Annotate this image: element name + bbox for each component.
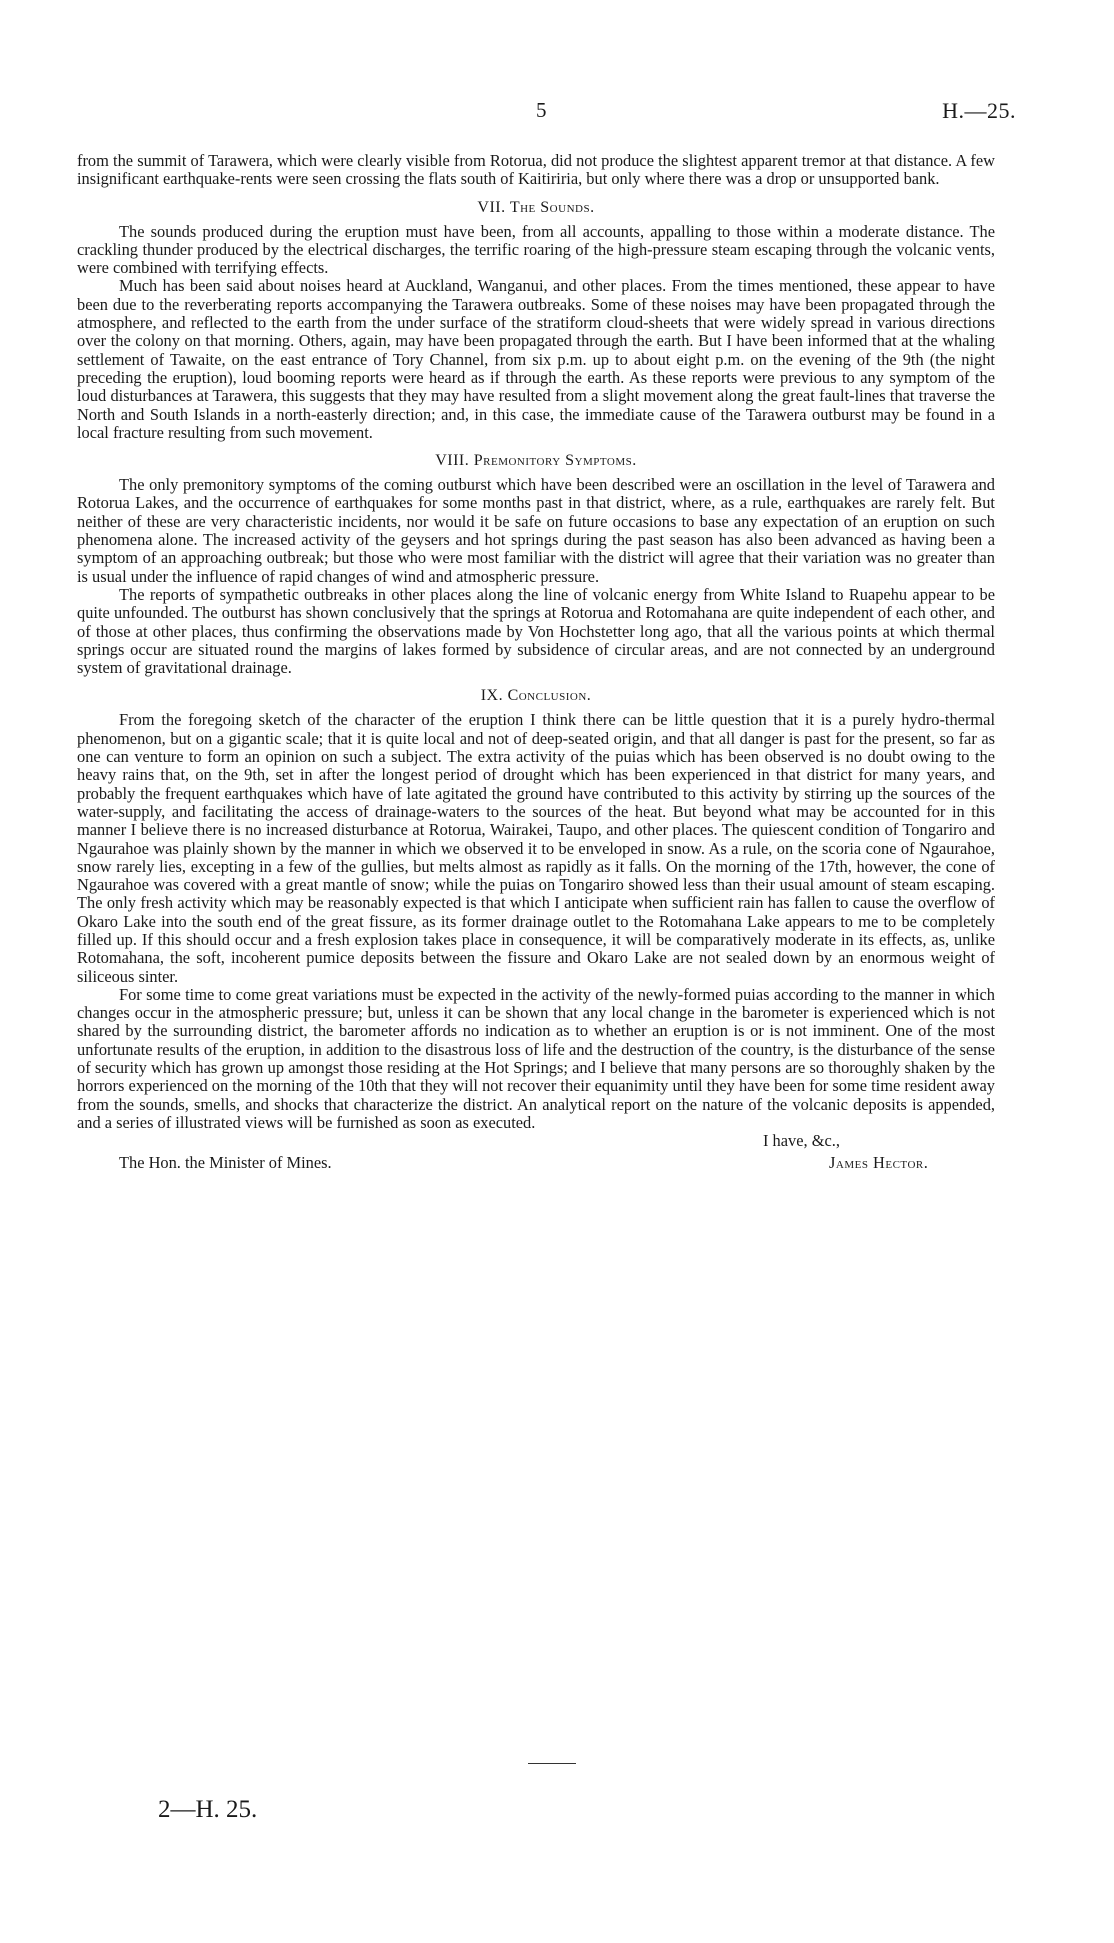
paragraph: From the foregoing sketch of the character of the eruption I think there can be little question that it is a purely hydro-thermal phenomenon, but on a gigantic scale; that it is quite local and not of deep-seated origin, and that all danger is past for the present, so far as one can venture to form an opinion on such a subject. The extra activity of the puias which has been observed is no doubt owing to the heavy rains that, on the 9th, set in after the longest period of drought which has been experienced in that district for many years, and probably the frequent earthquakes which have of late agitated the ground have contributed to this activity by stirring up the sources of the water-supply, and facilitating the access of drainage-waters to the sources of the heat. But beyond what may be accounted for in this manner I believe there is no increased disturbance at Rotorua, Wairakei, Taupo, and other places. The quiescent condition of Tongariro and Ngaurahoe was plainly shown by the manner in which we observed it to be enveloped in snow. As a rule, on the scoria cone of Ngaurahoe, snow rarely lies, excepting in a few of the gullies, but melts almost as rapidly as it falls. On the morning of the 17th, however, the cone of Ngaurahoe was covered with a great mantle of snow; while the puias on Tongariro showed less than their usual amount of steam escaping. The only fresh activity which may be reasonably expected is that which I anticipate when sufficient rain has fallen to cause the overflow of Okaro Lake into the south end of the great fissure, as its former drainage outlet to the Rotomahana Lake appears to me to be completely filled up. If this should occur and a fresh explosion takes place in consequence, it will be comparatively moderate in its effects, as, unlike Rotomahana, the soft, incoherent pumice deposits between the fissure and Okaro Lake are not sealed down by an enormous weight of siliceous sinter. <box>77 710 995 986</box>
paragraph: For some time to come great variations must be expected in the activity of the newly-formed puias according to the manner in which changes occur in the atmospheric pressure; but, unless it can be shown that any local change in the barometer is experienced which is not shared by the surrounding district, the barometer affords no indication as to whether an eruption is or is not imminent. One of the most unfortunate results of the eruption, in addition to the disastrous loss of life and the destruction of the country, is the disturbance of the sense of security which has grown up amongst those residing at the Hot Springs; and I believe that many persons are so thoroughly shaken by the horrors experienced on the morning of the 10th that they will not recover their equanimity until they have been for some time resident away from the sounds, smells, and shocks that characterize the district. An analytical report on the nature of the volcanic deposits is appended, and a series of illustrated views will be furnished as soon as executed. <box>77 984 995 1132</box>
section-heading-sounds: VII. The Sounds. <box>477 198 595 216</box>
paragraph: The only premonitory symptoms of the coming outburst which have been described were an oscillation in the level of Tarawera and Rotorua Lakes, and the occurrence of earthquakes for some months past in that district, where, as a rule, earthquakes are rarely felt. But neither of these are very characteristic incidents, nor would it be safe on future occasions to base any expectation of an eruption on such phenomena alone. The increased activity of the geysers and hot springs during the past season has also been advanced as having been a symptom of an approaching outbreak; but those who were most familiar with the district will agree that their variation was no greater than is usual under the influence of rapid changes of wind and atmospheric pressure. <box>77 475 995 586</box>
section-heading-conclusion: IX. Conclusion. <box>480 687 592 705</box>
document-reference: H.—25. <box>942 98 1016 123</box>
page-header <box>0 98 1114 128</box>
sheet-signature-mark: 2—H. 25. <box>158 1796 258 1823</box>
page-number: 5 <box>536 98 547 122</box>
document-body <box>77 152 995 1172</box>
closing-rule <box>528 1763 576 1764</box>
continued-paragraph: from the summit of Tarawera, which were clearly visible from Rotorua, did not produce the slightest apparent tremor at that distance. A few insignificant earthquake-rents were seen crossing the flats south of Kaitiriria, but only where there was a drop or unsupported bank. <box>77 151 995 189</box>
letter-signoff <box>77 1132 995 1172</box>
section-heading-premonitory-symptoms: VIII. Premonitory Symptoms. <box>435 452 637 470</box>
addressee: The Hon. the Minister of Mines. <box>119 1153 332 1173</box>
paragraph: Much has been said about noises heard at Auckland, Wanganui, and other places. From the times mentioned, these appear to have been due to the reverberating reports accompanying the Tarawera outbreaks. Some of these noises may have been propagated through the atmosphere, and reflected to the earth from the under surface of the stratiform cloud-sheets that were widely spread in various directions over the colony on that morning. Others, again, may have been propagated through the earth. But I have been informed that at the whaling settlement of Tawaite, on the east entrance of Tory Channel, from six p.m. up to about eight p.m. on the evening of the 9th (the night preceding the eruption), loud booming reports were heard as if through the earth. As these reports were previous to any symptom of the loud disturbances at Tarawera, this suggests that they may have resulted from a slight movement along the great fault-lines that traverse the North and South Islands in a north-easterly direction; and, in this case, the immediate cause of the Tarawera outburst may be found in a local fracture resulting from such movement. <box>77 276 995 442</box>
paragraph: The sounds produced during the eruption must have been, from all accounts, appalling to those within a moderate distance. The crackling thunder produced by the electrical discharges, the terrific roaring of the high-pressure steam escaping through the volcanic vents, were combined with terrifying effects. <box>77 221 995 278</box>
closing-phrase: I have, &c., <box>763 1131 840 1151</box>
paragraph: The reports of sympathetic outbreaks in other places along the line of volcanic energy from White Island to Ruapehu appear to be quite unfounded. The outburst has shown conclusively that the springs at Rotorua and Rotomahana are quite independent of each other, and of those at other places, thus confirming the observations made by Von Hochstetter long ago, that all the various points at which thermal springs occur are situated round the margins of lakes formed by subsidence of circular areas, and are not connected by an underground system of gravitational drainage. <box>77 584 995 678</box>
signature: James Hector. <box>829 1153 929 1173</box>
